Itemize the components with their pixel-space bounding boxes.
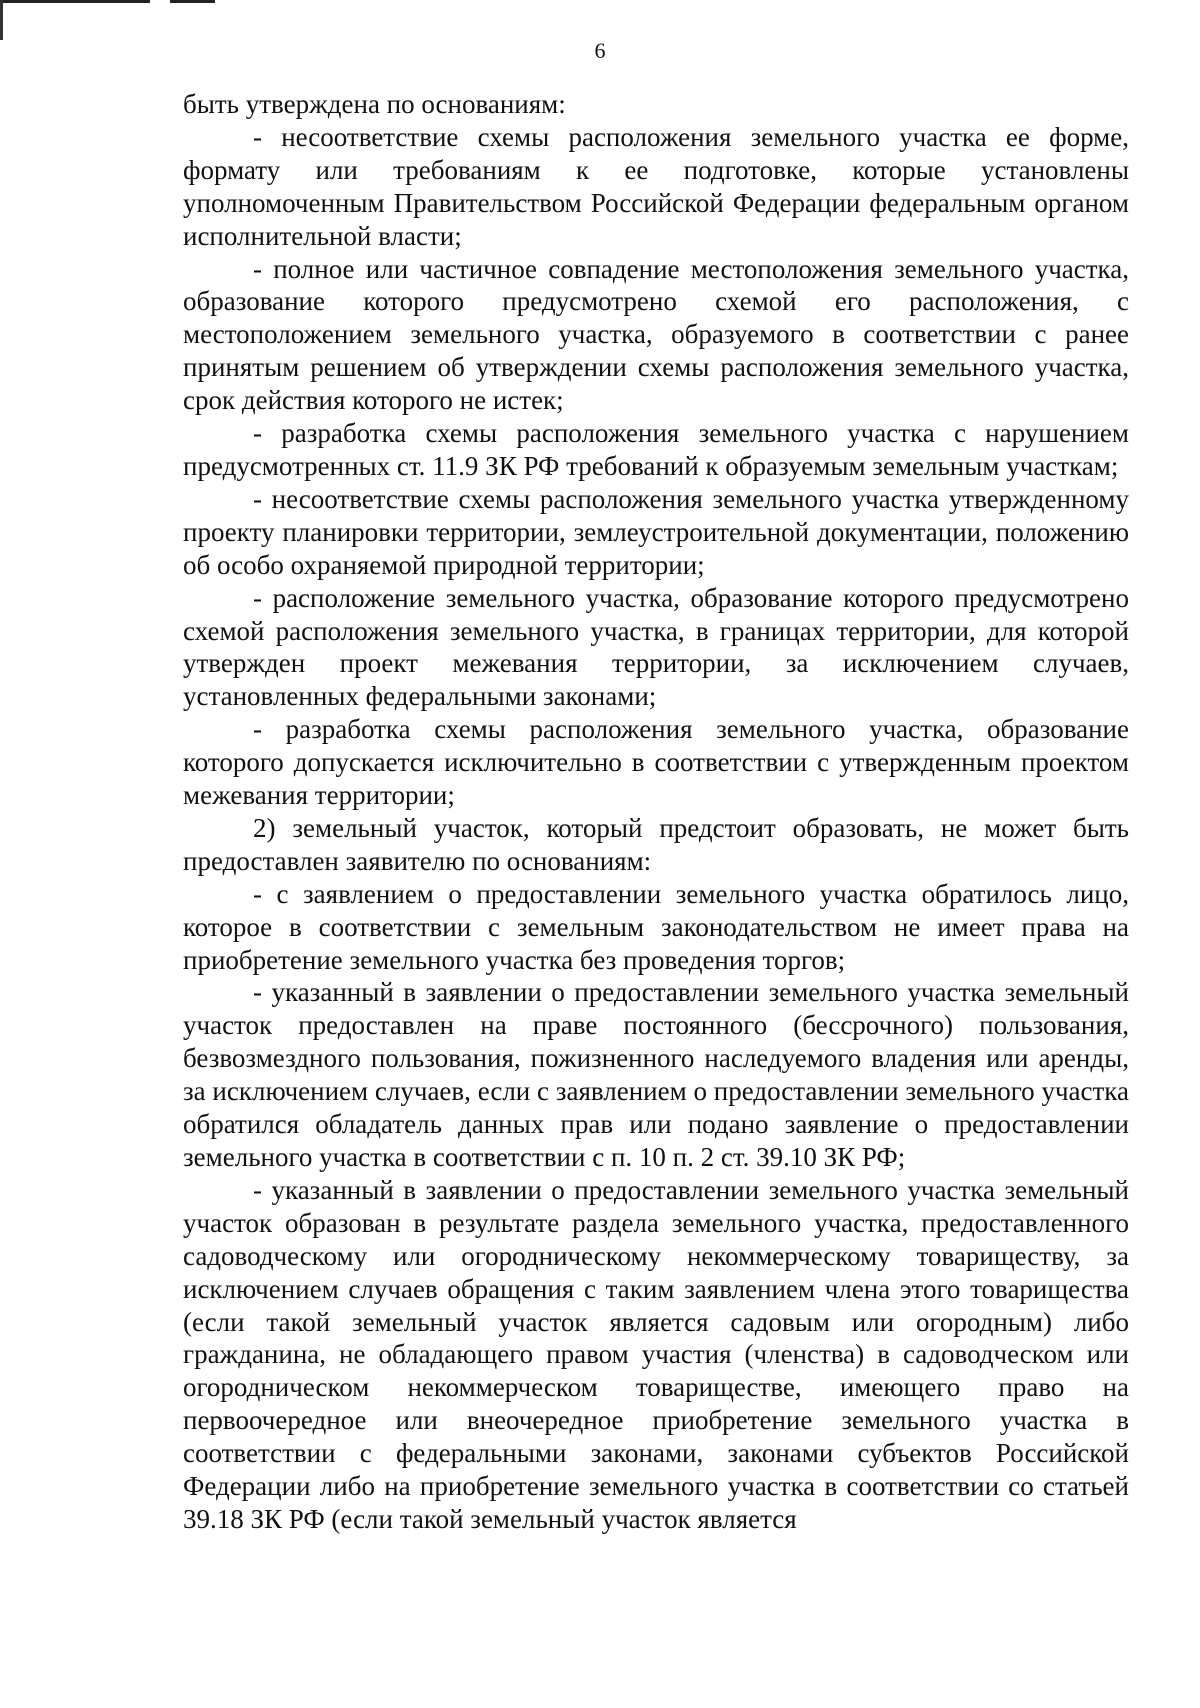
paragraph: - разработка схемы расположения земельного участка, образование которого допускается исключительно в соответствии с утвержденным проектом межевания территории; xyxy=(183,714,1129,811)
paragraph: - полное или частичное совпадение местоположения земельного участка, образование которого предусмотрено схемой его расположения, с местоположением земельного участка, образуемого в соответствии с ранее принятым решением об утверждении схемы расположения земельного участка, срок действия которого не истек; xyxy=(183,253,1129,416)
document-body xyxy=(183,88,1129,1536)
scan-edge-mark-left xyxy=(0,0,3,40)
paragraph-continuation: быть утверждена по основаниям: xyxy=(183,89,566,119)
paragraph: - несоответствие схемы расположения земельного участка ее форме, формату или требованиям к ее подготовке, которые установлены уполномоченным Правительством Российской Федерации федеральным органом исполнительной власти; xyxy=(183,121,1129,251)
paragraph: - указанный в заявлении о предоставлении земельного участка земельный участок образован в результате раздела земельного участка, предоставленного садоводческому или огородническому некоммерческому товариществу, за исключением случаев обращения с таким заявлением члена этого товарищества (если такой земельный участок является садовым или огородным) либо гражданина, не обладающего правом участия (членства) в садоводческом или огородническом некоммерческом товариществе, имеющего право на первоочередное или внеочередное приобретение земельного участка в соответствии с федеральными законами, законами субъектов Российской Федерации либо на приобретение земельного участка в соответствии со статьей 39.18 ЗК РФ (если такой земельный участок является xyxy=(183,1174,1129,1534)
paragraph: - несоответствие схемы расположения земельного участка утвержденному проекту планировки территории, землеустроительной документации, положению об особо охраняемой природной территории; xyxy=(183,483,1129,580)
paragraph: - расположение земельного участка, образование которого предусмотрено схемой расположения земельного участка, в границах территории, для которой утвержден проект межевания территории, за исключением случаев, установленных федеральными законами; xyxy=(183,582,1129,712)
paragraph: - с заявлением о предоставлении земельного участка обратилось лицо, которое в соответствии с земельным законодательством не имеет права на приобретение земельного участка без проведения торгов; xyxy=(183,878,1129,975)
paragraph: 2) земельный участок, который предстоит образовать, не может быть предоставлен заявителю по основаниям: xyxy=(183,812,1129,876)
scan-edge-mark xyxy=(0,0,215,3)
paragraph: - указанный в заявлении о предоставлении земельного участка земельный участок предоставлен на праве постоянного (бессрочного) пользования, безвозмездного пользования, пожизненного наследуемого владения или аренды, за исключением случаев, если с заявлением о предоставлении земельного участка обратился обладатель данных прав или подано заявление о предоставлении земельного участка в соответствии с п. 10 п. 2 ст. 39.10 ЗК РФ; xyxy=(183,977,1129,1172)
paragraph: - разработка схемы расположения земельного участка с нарушением предусмотренных ст. 11.9 ЗК РФ требований к образуемым земельным участкам; xyxy=(183,418,1129,481)
page-number: 6 xyxy=(594,38,606,63)
